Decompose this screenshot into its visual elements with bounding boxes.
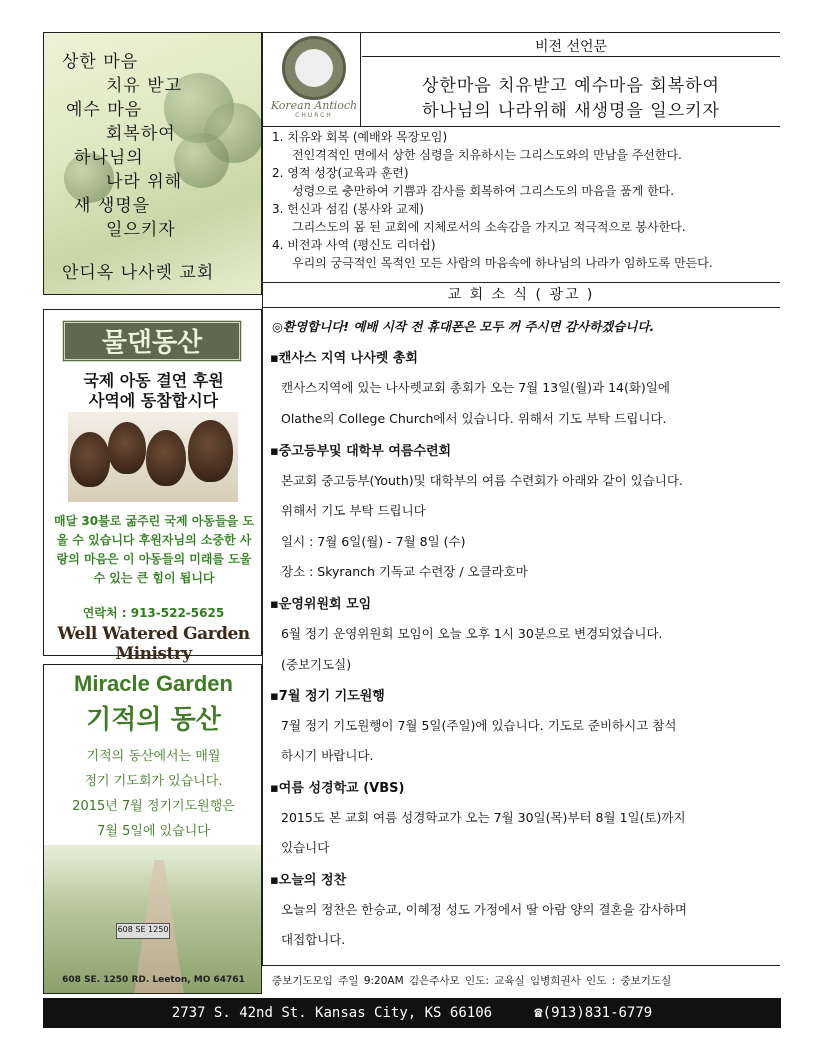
- mailbox: 608 SE 1250: [116, 923, 170, 939]
- vision-phrase: 상한 마음: [62, 52, 139, 72]
- church-address: 2737 S. 42nd St. Kansas City, KS 66106: [171, 1005, 493, 1021]
- vision-item-body: 성령으로 충만하여 기쁨과 감사를 회복하여 그리스도의 마음을 품게 한다.: [292, 184, 675, 198]
- vision-phrase: 일으키자: [106, 220, 176, 240]
- water-garden-ad: [43, 309, 262, 664]
- miracle-ad-line: 정기 기도회가 있습니다.: [84, 774, 223, 789]
- water-ad-subtitle: 사역에 동참합시다: [88, 391, 219, 410]
- news-heading: ▪7월 정기 기도원행: [270, 689, 385, 704]
- news-heading: ▪오늘의 정찬: [270, 873, 347, 888]
- news-heading: ▪캔사스 지역 나사렛 총회: [270, 351, 418, 366]
- news-line: 대접합니다.: [281, 932, 346, 947]
- news-line: 하시기 바랍니다.: [281, 748, 374, 763]
- footer-rule: [262, 965, 780, 966]
- news-title: 교 회 소 식 ( 광고 ): [447, 287, 595, 303]
- miracle-ad-title-en: Miracle Garden: [74, 671, 233, 696]
- vision-rule: [262, 126, 780, 127]
- vision-phrase: 하나님의: [74, 148, 144, 168]
- vision-phrase: 나라 위해: [106, 172, 183, 192]
- news-line: 오늘의 정찬은 한승교, 이혜정 성도 가정에서 딸 아람 양의 결혼을 감사하며: [281, 902, 687, 917]
- news-line: 일시 : 7월 6일(월) - 7월 8일 (수): [281, 534, 466, 549]
- news-rule: [262, 282, 780, 283]
- vision-item: [272, 236, 713, 272]
- vision-phrase: 예수 마음: [66, 100, 143, 120]
- vision-title: 비전 선언문: [534, 39, 608, 55]
- welcome-notice: ◎환영합니다! 예배 시작 전 휴대폰은 모두 꺼 주시면 감사하겠습니다.: [272, 319, 655, 334]
- church-phone: ☎(913)831-6779: [534, 1005, 653, 1021]
- news-rule: [262, 307, 780, 308]
- vision-item: [272, 164, 674, 200]
- praying-children-photo: [68, 412, 238, 502]
- news-line: 있습니다: [281, 840, 330, 855]
- news-line: 위해서 기도 부탁 드립니다: [281, 503, 426, 518]
- prayer-schedule: 중보기도모임 주일 9:20AM 김은주사모 인도: 교육실 임병희권사 인도 : 중보기도실: [272, 975, 672, 987]
- address-bar: [43, 998, 781, 1028]
- vision-item-head: 2. 영적 성장(교육과 훈련): [272, 166, 409, 180]
- vision-item-body: 전인격적인 면에서 상한 심령을 치유하시는 그리스도와의 만남을 주선한다.: [292, 148, 682, 162]
- vision-item-head: 1. 치유와 회복 (예배와 목장모임): [272, 130, 448, 144]
- vision-item-head: 4. 비전과 사역 (평신도 리더쉽): [272, 238, 436, 252]
- vision-item: [272, 128, 682, 164]
- water-ad-ministry-name: Well Watered Garden Ministry: [57, 624, 250, 664]
- vision-phrase: 새 생명을: [74, 196, 151, 216]
- miracle-ad-address: 608 SE. 1250 RD. Leeton, MO 64761: [62, 975, 245, 985]
- news-heading: ▪운영위원회 모임: [270, 597, 372, 612]
- news-heading: ▪여름 성경학교 (VBS): [270, 781, 405, 796]
- logo-divider: [360, 32, 361, 126]
- water-ad-subtitle: 국제 아동 결연 후원: [83, 371, 224, 390]
- news-line: Olathe의 College Church에서 있습니다. 위해서 기도 부탁 드립니다.: [281, 411, 667, 426]
- logo-seal-icon: [282, 36, 346, 100]
- vision-title-rule: [362, 56, 780, 57]
- news-line: 장소 : Skyranch 기독교 수련장 / 오클라호마: [281, 564, 528, 579]
- water-ad-title: 물댄동산: [62, 320, 242, 362]
- news-line: 캔사스지역에 있는 나사렛교회 총회가 오는 7월 13일(월)과 14(화)일에: [281, 380, 670, 395]
- miracle-ad-line: 기적의 동산에서는 매월: [86, 749, 221, 764]
- logo-sub: CHURCH: [295, 112, 333, 119]
- miracle-ad-line: 7월 5일에 있습니다: [97, 824, 210, 839]
- news-heading: ▪중고등부및 대학부 여름수련회: [270, 444, 452, 459]
- vision-item: [272, 200, 686, 236]
- top-rule: [262, 32, 780, 33]
- column-divider: [262, 32, 263, 965]
- logo-name: Korean Antioch: [270, 99, 358, 112]
- news-line: (중보기도실): [281, 657, 352, 672]
- miracle-ad-line: 2015년 7월 정기기도원행은: [72, 799, 235, 814]
- vision-phrase: 회복하여: [106, 124, 176, 144]
- vision-phrase: 치유 받고: [106, 76, 183, 96]
- water-ad-contact: 연락처 : 913-522-5625: [82, 606, 225, 620]
- vision-item-body: 그리스도의 몸 된 교회에 지체로서의 소속감을 가지고 적극적으로 봉사한다.: [292, 220, 686, 234]
- vision-item-head: 3. 헌신과 섬김 (봉사와 교제): [272, 202, 424, 216]
- grape-decoration: [174, 133, 229, 188]
- vision-item-body: 우리의 궁극적인 목적인 모든 사람의 마음속에 하나님의 나라가 임하도록 만든다.: [292, 256, 713, 270]
- miracle-ad-title-ko: 기적의 동산: [86, 705, 221, 735]
- vision-statement-line: 하나님의 나라위해 새생명을 일으키자: [422, 101, 720, 121]
- grape-vision-box: [43, 32, 262, 295]
- church-name: 안디옥 나사렛 교회: [62, 263, 215, 283]
- news-line: 6월 정기 운영위원회 모임이 오늘 오후 1시 30분으로 변경되었습니다.: [281, 626, 663, 641]
- miracle-garden-ad: [43, 664, 262, 994]
- vision-statement-line: 상한마음 치유받고 예수마음 회복하여: [422, 76, 720, 96]
- news-line: 본교회 중고등부(Youth)및 대학부의 여름 수련회가 아래와 같이 있습니다.: [281, 473, 683, 488]
- news-line: 7월 정기 기도원행이 7월 5일(주일)에 있습니다. 기도로 준비하시고 참석: [281, 718, 677, 733]
- news-line: 2015도 본 교회 여름 성경학교가 오는 7월 30일(목)부터 8월 1일(토)까지: [281, 810, 686, 825]
- church-logo: [270, 36, 358, 122]
- water-ad-description: 매달 30불로 굶주린 국제 아동들을 도울 수 있습니다 후원자님의 소중한 사랑의 마음은 이 아동들의 미래를 도울 수 있는 큰 힘이 됩니다: [54, 514, 254, 585]
